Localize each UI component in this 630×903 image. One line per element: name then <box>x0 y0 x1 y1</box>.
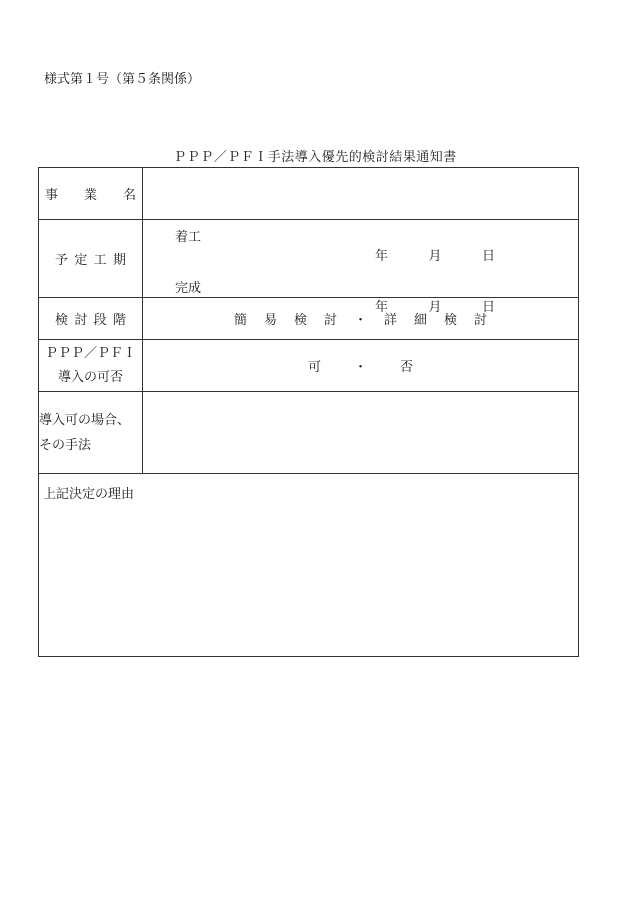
end-label: 完成 <box>175 281 202 296</box>
document-title: ＰＰＰ／ＰＦＩ手法導入優先的検討結果通知書 <box>173 150 457 165</box>
option-char: 検 <box>444 313 458 328</box>
label-char: 名 <box>122 188 136 203</box>
label-char: 段 <box>93 313 107 328</box>
label-char: 検 <box>55 313 69 328</box>
method-label-line2: その手法 <box>39 437 92 453</box>
option-char: 易 <box>263 313 277 328</box>
form-number: 様式第１号（第５条関係） <box>44 72 201 87</box>
notification-form-table <box>38 167 579 657</box>
separator-dot: ・ <box>353 360 367 375</box>
label-char: 階 <box>112 313 126 328</box>
year-unit: 年 <box>375 249 389 264</box>
label-char: 定 <box>74 253 88 268</box>
ppp-pfi-options[interactable] <box>143 340 579 392</box>
schedule-field[interactable] <box>143 220 579 315</box>
day-unit: 日 <box>481 300 495 315</box>
method-label-line1: 導入可の場合、 <box>39 412 131 428</box>
reason-field[interactable] <box>39 474 579 657</box>
project-name-row <box>39 168 579 220</box>
day-unit: 日 <box>481 249 495 264</box>
end-date-line[interactable] <box>175 277 578 315</box>
year-unit: 年 <box>375 300 389 315</box>
reason-label: 上記決定の理由 <box>43 487 135 502</box>
option-char: 討 <box>474 313 488 328</box>
month-unit: 月 <box>428 249 442 264</box>
method-label <box>39 392 143 474</box>
review-stage-label <box>39 298 143 340</box>
label-char: 討 <box>74 313 88 328</box>
reason-row <box>39 474 579 657</box>
option-yes[interactable]: 可 <box>307 360 321 375</box>
ppp-pfi-label-line1: ＰＰＰ／ＰＦＩ <box>44 345 136 361</box>
option-char: 細 <box>414 313 428 328</box>
schedule-row <box>39 220 579 298</box>
option-char: 討 <box>323 313 337 328</box>
project-name-label <box>39 168 143 220</box>
schedule-label <box>39 220 143 298</box>
review-stage-row <box>39 298 579 340</box>
method-row <box>39 392 579 474</box>
ppp-pfi-row <box>39 340 579 392</box>
separator-dot: ・ <box>353 313 367 328</box>
label-char: 予 <box>55 253 69 268</box>
start-label: 着工 <box>175 230 202 245</box>
ppp-pfi-label <box>39 340 143 392</box>
option-char: 簡 <box>233 313 247 328</box>
label-char: 事 <box>45 188 59 203</box>
label-char: 業 <box>83 188 97 203</box>
option-no[interactable]: 否 <box>400 360 414 375</box>
method-field[interactable] <box>143 392 579 474</box>
option-char: 詳 <box>384 313 398 328</box>
review-stage-options[interactable] <box>143 298 579 340</box>
month-unit: 月 <box>428 300 442 315</box>
project-name-field[interactable] <box>143 168 579 220</box>
option-char: 検 <box>293 313 307 328</box>
start-date-line[interactable] <box>175 226 578 264</box>
ppp-pfi-label-line2: 導入の可否 <box>57 369 123 385</box>
label-char: 工 <box>93 253 107 268</box>
label-char: 期 <box>112 253 126 268</box>
